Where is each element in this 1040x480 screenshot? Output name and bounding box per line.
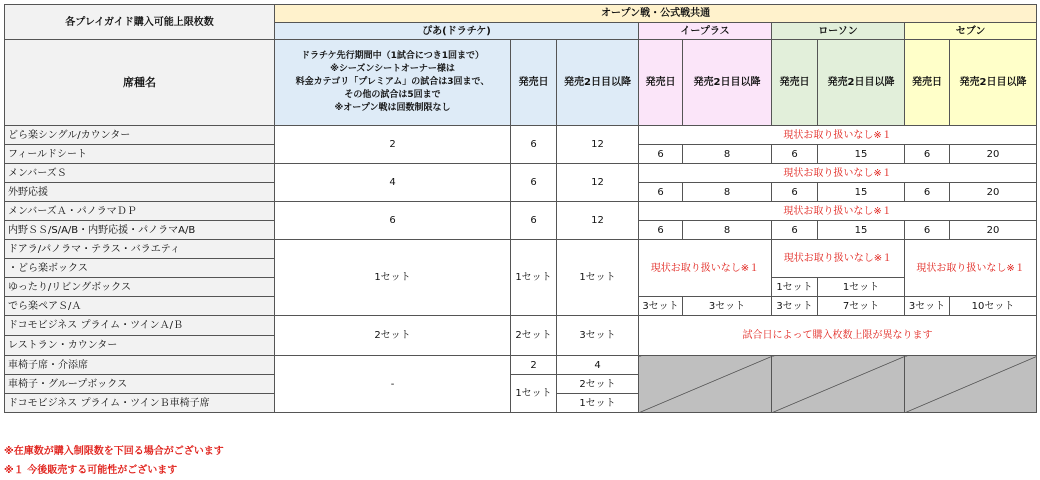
- seat-name: ドコモビジネス プライム・ツインＢ車椅子席: [5, 394, 275, 413]
- cell-unavailable-lawson: [772, 356, 905, 413]
- cell-value: 4: [557, 356, 639, 375]
- header-group: オープン戦・公式戦共通: [275, 5, 1037, 23]
- header-eplus: イープラス: [639, 23, 772, 40]
- seat-name: でら楽ペアＳ/Ａ: [5, 297, 275, 316]
- cell-value: 2セット: [275, 316, 511, 356]
- cell-value: 6: [772, 183, 818, 202]
- header-top-left: 各プレイガイド購入可能上限枚数: [5, 5, 275, 40]
- cell-value: 8: [683, 145, 772, 164]
- footnotes: [4, 442, 224, 480]
- cell-value: 3セット: [639, 297, 683, 316]
- cell-value: 6: [905, 183, 950, 202]
- cell-value: 6: [905, 221, 950, 240]
- header-lawson: ローソン: [772, 23, 905, 40]
- footnote: ※１ 今後販売する可能性がございます: [4, 465, 178, 476]
- cell-value: 6: [639, 221, 683, 240]
- cell-varies-note: 試合日によって購入枚数上限が異なります: [639, 316, 1037, 356]
- cell-value: 12: [557, 202, 639, 240]
- cell-not-handled: 現状お取り扱いなし※１: [639, 240, 772, 297]
- cell-value: 7セット: [818, 297, 905, 316]
- presale-line: ドラチケ先行期間中（1試合につき1回まで）: [301, 51, 484, 61]
- presale-line: その他の試合は5回まで: [344, 90, 441, 100]
- cell-value: 3セット: [683, 297, 772, 316]
- cell-value: 8: [683, 183, 772, 202]
- cell-value: 20: [950, 183, 1037, 202]
- purchase-limit-table: [4, 4, 1037, 413]
- cell-value: 1セット: [511, 240, 557, 316]
- cell-value: 2セット: [511, 316, 557, 356]
- header-seven-saleday: 発売日: [905, 40, 950, 126]
- cell-value: 2: [275, 126, 511, 164]
- cell-value: 20: [950, 145, 1037, 164]
- cell-not-handled: 現状お取り扱いなし※１: [639, 164, 1037, 183]
- cell-value: 3セット: [772, 297, 818, 316]
- cell-not-handled: 現状お取り扱いなし※１: [639, 126, 1037, 145]
- seat-name: どら楽シングル/カウンター: [5, 126, 275, 145]
- cell-value: 1セット: [557, 394, 639, 413]
- cell-value: 15: [818, 145, 905, 164]
- cell-unavailable-seven: [905, 356, 1037, 413]
- cell-value: 2: [511, 356, 557, 375]
- cell-value: 15: [818, 221, 905, 240]
- cell-not-handled: 現状お取り扱いなし※１: [772, 240, 905, 278]
- presale-line: ※オープン戦は回数制限なし: [334, 103, 451, 113]
- cell-unavailable-eplus: [639, 356, 772, 413]
- cell-value: 1セット: [275, 240, 511, 316]
- seat-name: メンバーズＳ: [5, 164, 275, 183]
- header-eplus-saleday: 発売日: [639, 40, 683, 126]
- header-pia-presale: [275, 40, 511, 126]
- presale-line: 料金カテゴリ「プレミアム」の試合は3回まで、: [295, 77, 490, 87]
- header-seven-saleday2: 発売2日目以降: [950, 40, 1037, 126]
- cell-value: 3セット: [557, 316, 639, 356]
- seat-name: ドアラ/パノラマ・テラス・バラエティ: [5, 240, 275, 259]
- seat-name: フィールドシート: [5, 145, 275, 164]
- header-pia: ぴあ(ドラチケ): [275, 23, 639, 40]
- footnote: ※在庫数が購入制限数を下回る場合がございます: [4, 446, 224, 457]
- cell-value: 6: [511, 164, 557, 202]
- cell-value: 6: [905, 145, 950, 164]
- cell-value: 6: [772, 221, 818, 240]
- header-seat-label: 席種名: [5, 40, 275, 126]
- seat-name: ゆったり/リビングボックス: [5, 278, 275, 297]
- seat-name: ・どら楽ボックス: [5, 259, 275, 278]
- cell-value: 6: [511, 126, 557, 164]
- seat-name: 車椅子・グループボックス: [5, 375, 275, 394]
- header-eplus-saleday2: 発売2日目以降: [683, 40, 772, 126]
- cell-value: 1セット: [772, 278, 818, 297]
- cell-not-handled: 現状お取り扱いなし※１: [905, 240, 1037, 297]
- seat-name: メンバーズＡ・パノラマＤＰ: [5, 202, 275, 221]
- cell-value: 10セット: [950, 297, 1037, 316]
- cell-value: 3セット: [905, 297, 950, 316]
- cell-value: 1セット: [557, 240, 639, 316]
- presale-line: ※シーズンシートオーナー様は: [330, 64, 455, 74]
- cell-value: 20: [950, 221, 1037, 240]
- header-lawson-saleday: 発売日: [772, 40, 818, 126]
- cell-value: 12: [557, 164, 639, 202]
- cell-value: -: [275, 356, 511, 413]
- cell-value: 1セット: [511, 375, 557, 413]
- seat-name: 内野ＳＳ/S/A/B・内野応援・パノラマA/B: [5, 221, 275, 240]
- header-lawson-saleday2: 発売2日目以降: [818, 40, 905, 126]
- cell-value: 2セット: [557, 375, 639, 394]
- cell-value: 6: [511, 202, 557, 240]
- header-pia-saleday: 発売日: [511, 40, 557, 126]
- cell-value: 6: [275, 202, 511, 240]
- cell-value: 6: [639, 183, 683, 202]
- cell-value: 12: [557, 126, 639, 164]
- cell-value: 4: [275, 164, 511, 202]
- cell-value: 1セット: [818, 278, 905, 297]
- cell-value: 6: [772, 145, 818, 164]
- header-pia-saleday2: 発売2日目以降: [557, 40, 639, 126]
- header-seven: セブン: [905, 23, 1037, 40]
- cell-value: 6: [639, 145, 683, 164]
- cell-value: 8: [683, 221, 772, 240]
- cell-not-handled: 現状お取り扱いなし※１: [639, 202, 1037, 221]
- seat-name: 外野応援: [5, 183, 275, 202]
- seat-name: ドコモビジネス プライム・ツインＡ/Ｂ: [5, 316, 275, 336]
- cell-value: 15: [818, 183, 905, 202]
- seat-name: 車椅子席・介添席: [5, 356, 275, 375]
- seat-name: レストラン・カウンター: [5, 336, 275, 356]
